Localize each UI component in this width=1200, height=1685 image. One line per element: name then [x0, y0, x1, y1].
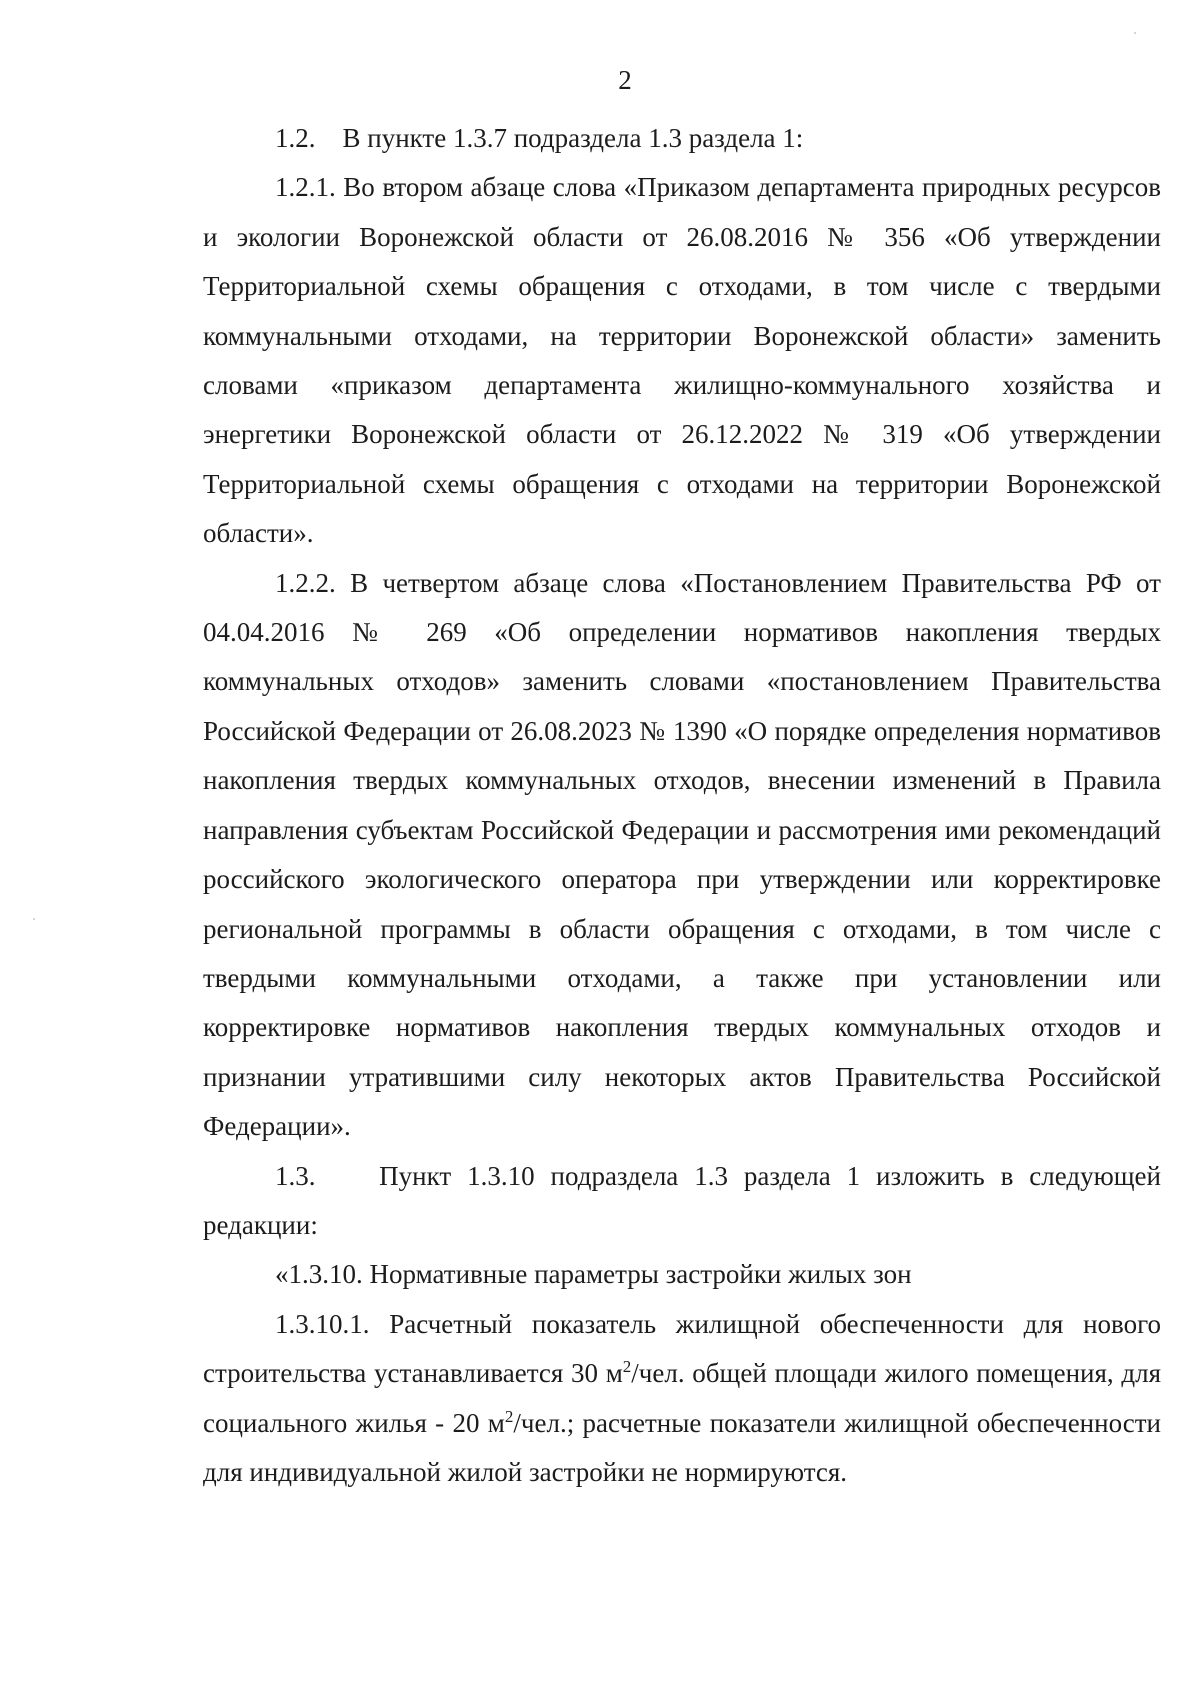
- paragraph-text-part-2: /чел. общей площади жилого помещения, для социального жилья - 20 м: [203, 1358, 1161, 1438]
- paragraph-1-3-10-1: [203, 1300, 1161, 1498]
- scan-artifact: [33, 918, 35, 920]
- superscript-squared: 2: [504, 1406, 514, 1426]
- page-number: 2: [618, 65, 632, 95]
- paragraph-quote-heading: «1.3.10. Нормативные параметры застройки жилых зон: [275, 1259, 912, 1290]
- paragraph-1-3: 1.3. Пункт 1.3.10 подраздела 1.3 раздела 1 изложить в следующей редакции:: [203, 1160, 1161, 1240]
- paragraph-1-2-1: 1.2.1. Во втором абзаце слова «Приказом департамента природных ресурсов и экологии Воронежской области от 26.08.2016 № 356 «Об утверждении Территориальной схемы обращения с отходами, в том числе с твердыми коммунальными отходами, на территории Воронежской области» заменить словами «приказом департамента жилищно-коммунального хозяйства и энергетики Воронежской области от 26.12.2022 № 319 «Об утверждении Территориальной схемы обращения с отходами на территории Воронежской области».: [203, 172, 1161, 549]
- superscript-squared: 2: [622, 1357, 632, 1377]
- paragraph-text-part-3: /чел.; расчетные показатели жилищной обеспеченности для индивидуальной жилой застройки не нормируются.: [203, 1407, 1161, 1487]
- scan-artifact: [1134, 32, 1136, 34]
- paragraph-text-part-1: 1.3.10.1. Расчетный показатель жилищной обеспеченности для нового строительства устанавливается 30 м: [203, 1308, 1161, 1389]
- paragraph-1-2-2: 1.2.2. В четвертом абзаце слова «Постановлением Правительства РФ от 04.04.2016 № 269 «Об определении нормативов накопления твердых коммунальных отходов» заменить словами «постановлением Правительства Российской Федерации от 26.08.2023 № 1390 «О порядке определения нормативов накопления твердых коммунальных отходов, внесении изменений в Правила направления субъектам Российской Федерации и рассмотрения ими рекомендаций российского экологического оператора при утверждении или корректировке региональной программы в области обращения с отходами, в том числе с твердыми коммунальными отходами, а также при установлении или корректировке нормативов накопления твердых коммунальных отходов и признании утратившими силу некоторых актов Правительства Российской Федерации».: [203, 567, 1161, 1142]
- document-body: [203, 114, 1161, 1497]
- paragraph-1-2: 1.2. В пункте 1.3.7 подраздела 1.3 раздела 1:: [275, 123, 804, 153]
